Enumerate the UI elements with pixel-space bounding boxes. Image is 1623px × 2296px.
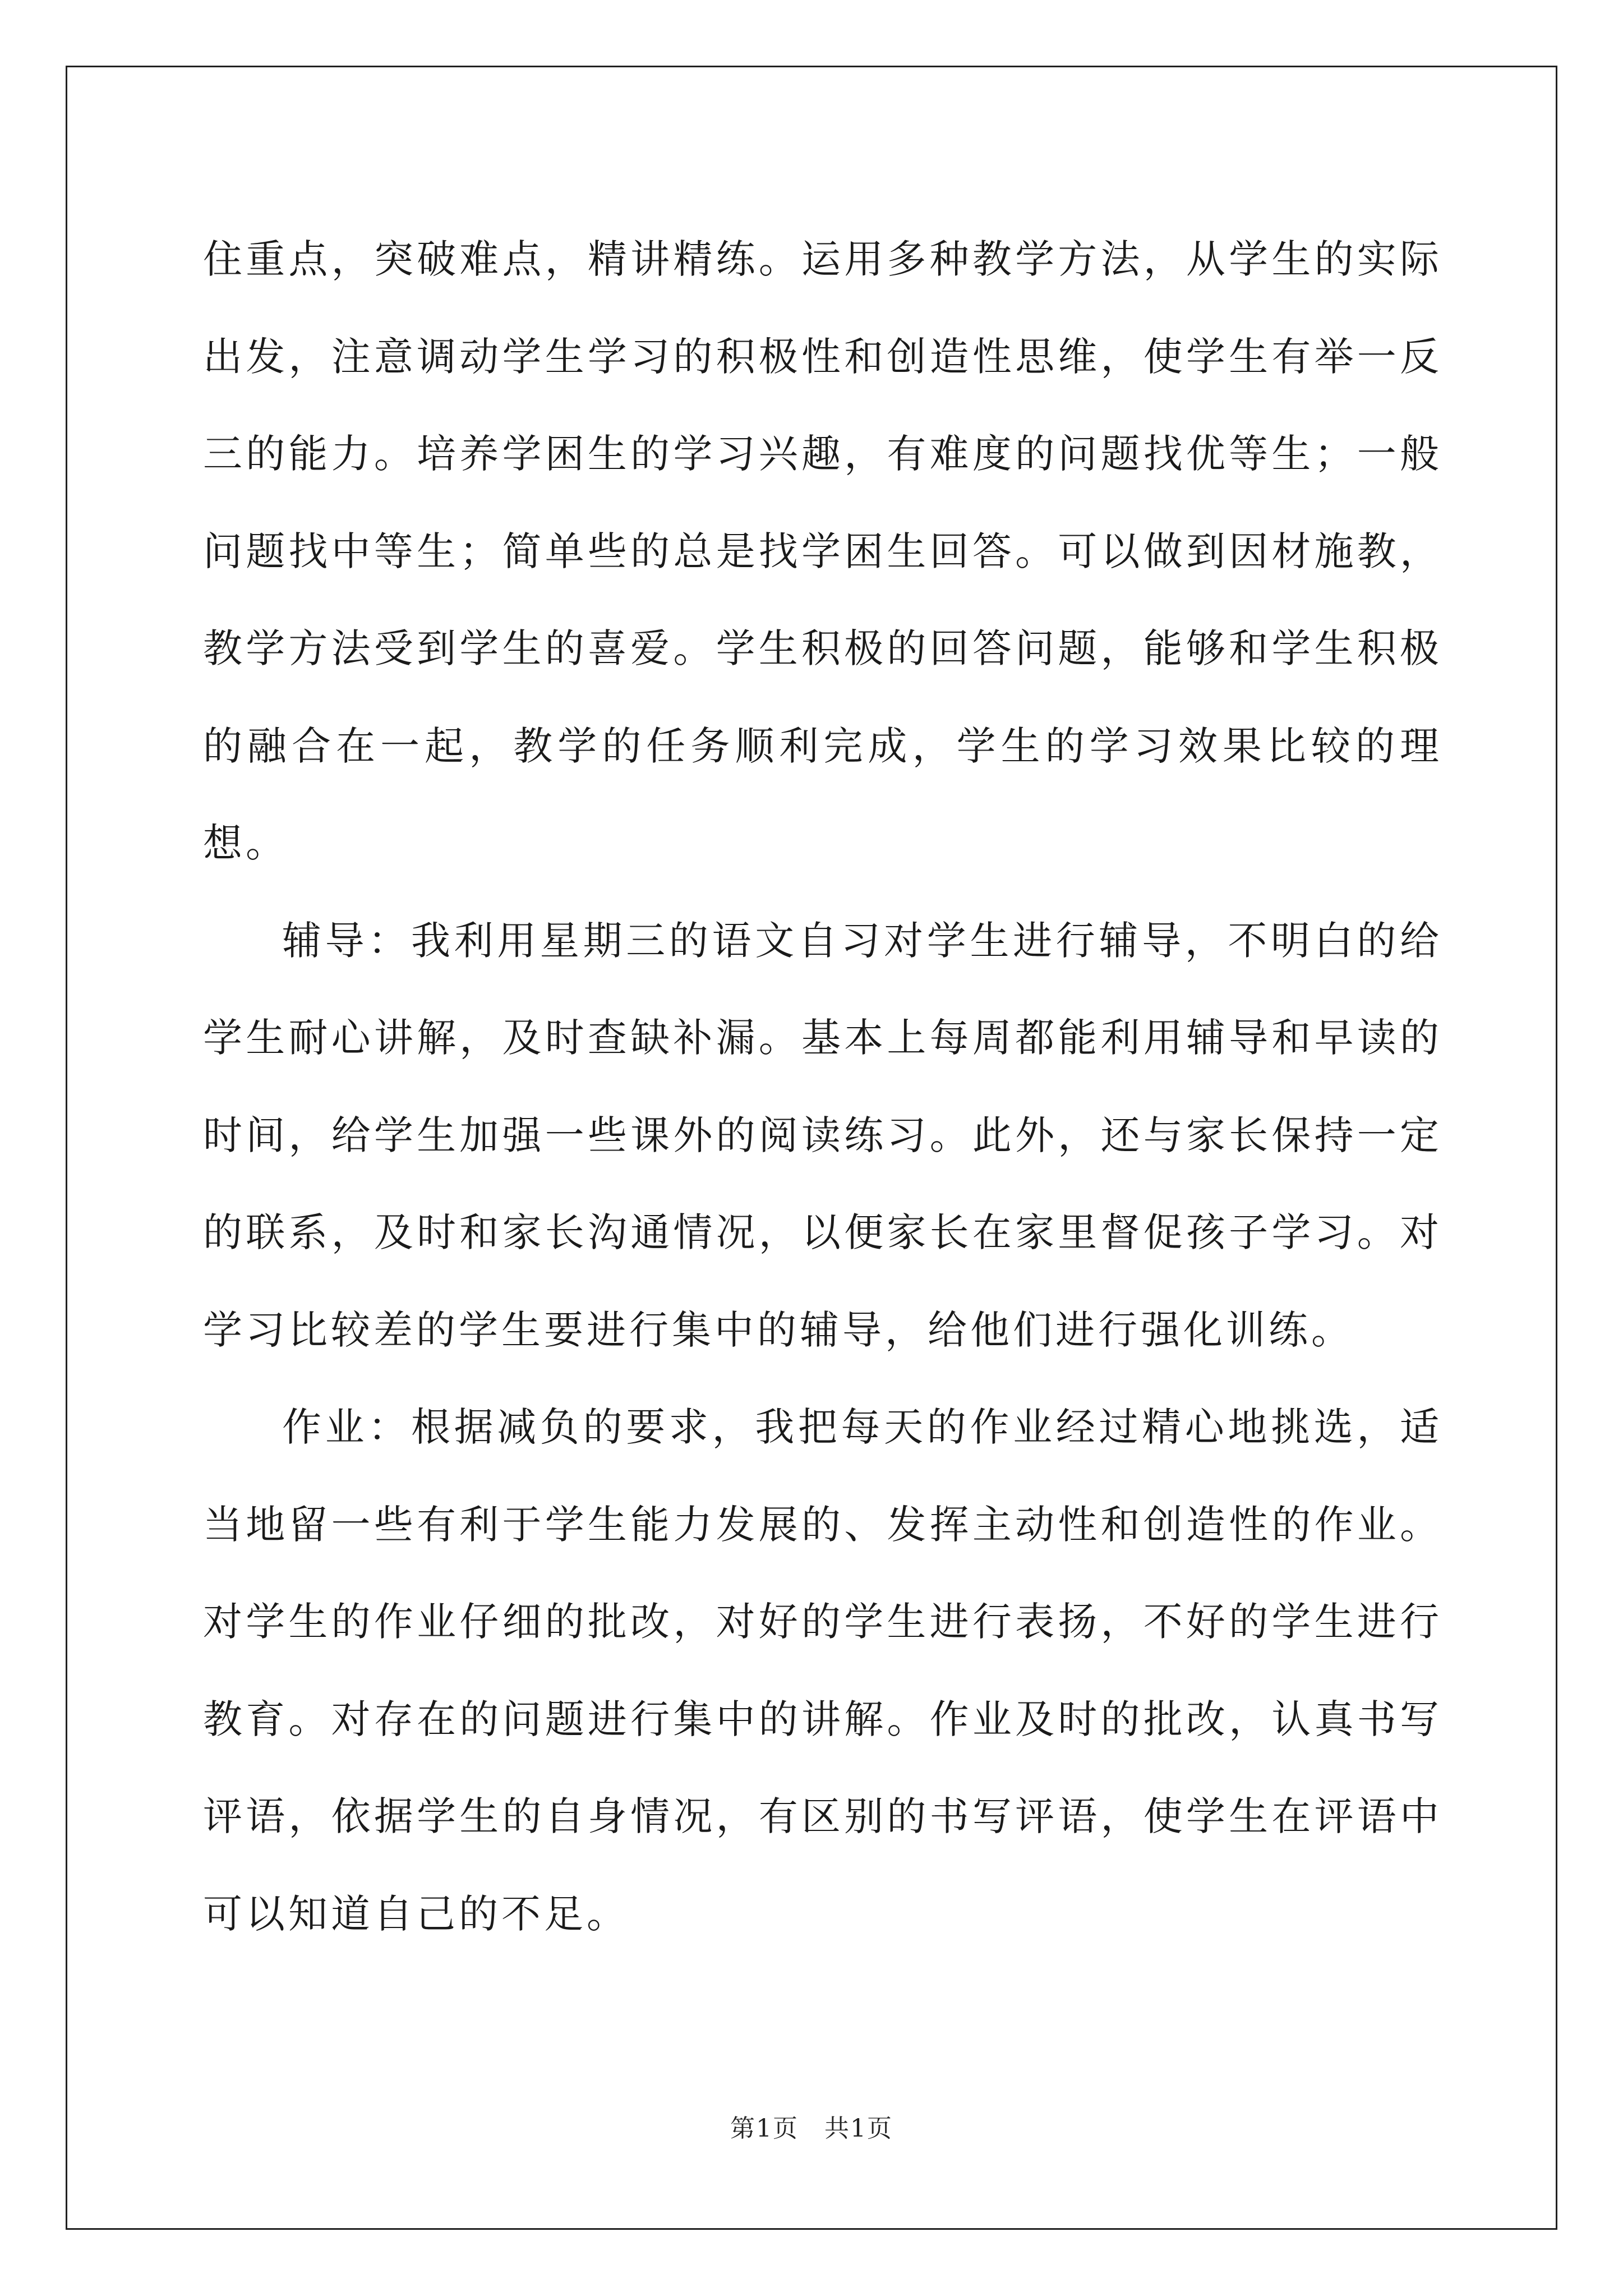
paragraph-teaching: 住重点，突破难点，精讲精练。运用多种教学方法，从学生的实际出发，注意调动学生学习的积极性和创造性思维，使学生有举一反三的能力。培养学困生的学习兴趣，有难度的问题找优等生；一般问题找中等生；简单些的总是找学困生回答。可以做到因材施教，教学方法受到学生的喜爱。学生积极的回答问题，能够和学生积极的融合在一起，教学的任务顺利完成，学生的学习效果比较的理想。 <box>203 236 1442 866</box>
paragraph-tutoring: 辅导：我利用星期三的语文自习对学生进行辅导，不明白的给学生耐心讲解，及时查缺补漏。基本上每周都能利用辅导和早读的时间，给学生加强一些课外的阅读练习。此外，还与家长保持一定的联系，及时和家长沟通情况，以便家长在家里督促孩子学习。对学习比较差的学生要进行集中的辅导，给他们进行强化训练。 <box>203 917 1442 1353</box>
document-body <box>203 211 1442 1963</box>
paragraph-homework: 作业：根据减负的要求，我把每天的作业经过精心地挑选，适当地留一些有利于学生能力发展的、发挥主动性和创造性的作业。对学生的作业仔细的批改，对好的学生进行表扬，不好的学生进行教育。对存在的问题进行集中的讲解。作业及时的批改，认真书写评语，依据学生的自身情况，有区别的书写评语，使学生在评语中可以知道自己的不足。 <box>203 1404 1442 1937</box>
page-footer: 第1页 共1页 <box>730 2114 893 2143</box>
